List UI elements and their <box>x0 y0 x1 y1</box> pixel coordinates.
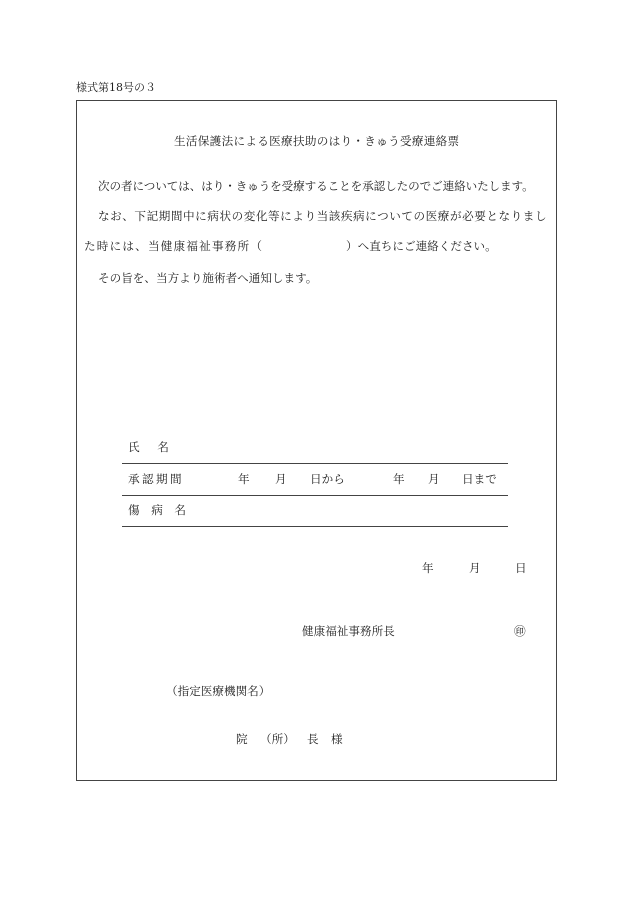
paragraph-3: その旨を、当方より施術者へ通知します。 <box>98 271 318 285</box>
name-label: 氏 名 <box>128 440 172 454</box>
issue-date-month: 月 <box>469 561 481 575</box>
period-label: 承認期間 <box>128 472 184 486</box>
period-to-month: 月 <box>428 472 440 486</box>
office-name-blank <box>265 239 347 253</box>
recipient-cho: 長 <box>307 732 319 746</box>
name-rule <box>122 463 508 464</box>
institution-label: （指定医療機関名） <box>166 684 271 698</box>
period-rule <box>122 495 508 496</box>
recipient-in: 院 <box>236 732 248 746</box>
paragraph-1: 次の者については、はり・きゅうを受療することを承認したのでご連絡いたします。 <box>98 179 534 193</box>
period-from-month: 月 <box>275 472 287 486</box>
recipient-sama: 様 <box>331 732 343 746</box>
issuer-title: 健康福祉事務所長 <box>302 624 395 638</box>
seal-mark: ㊞ <box>514 624 526 638</box>
disease-rule <box>122 526 508 527</box>
form-number: 様式第18号の３ <box>76 81 156 94</box>
period-to-day: 日まで <box>462 472 497 486</box>
paragraph-2-line-1: なお、下記期間中に病状の変化等により当該疾病についての医療が必要となりまし <box>98 209 548 223</box>
paragraph-2-line-2-after: ）へ直ちにご連絡ください。 <box>346 239 497 253</box>
period-to-year: 年 <box>393 472 405 486</box>
disease-label: 傷 病 名 <box>128 503 186 517</box>
form-title: 生活保護法による医療扶助のはり・きゅう受療連絡票 <box>174 134 460 148</box>
period-from-day: 日から <box>310 472 345 486</box>
period-from-year: 年 <box>238 472 250 486</box>
paragraph-2-line-2-before: た時には、当健康福祉事務所（ <box>84 239 264 253</box>
issue-date-year: 年 <box>422 561 434 575</box>
issue-date-day: 日 <box>515 561 527 575</box>
recipient-sho: （所） <box>260 732 295 746</box>
